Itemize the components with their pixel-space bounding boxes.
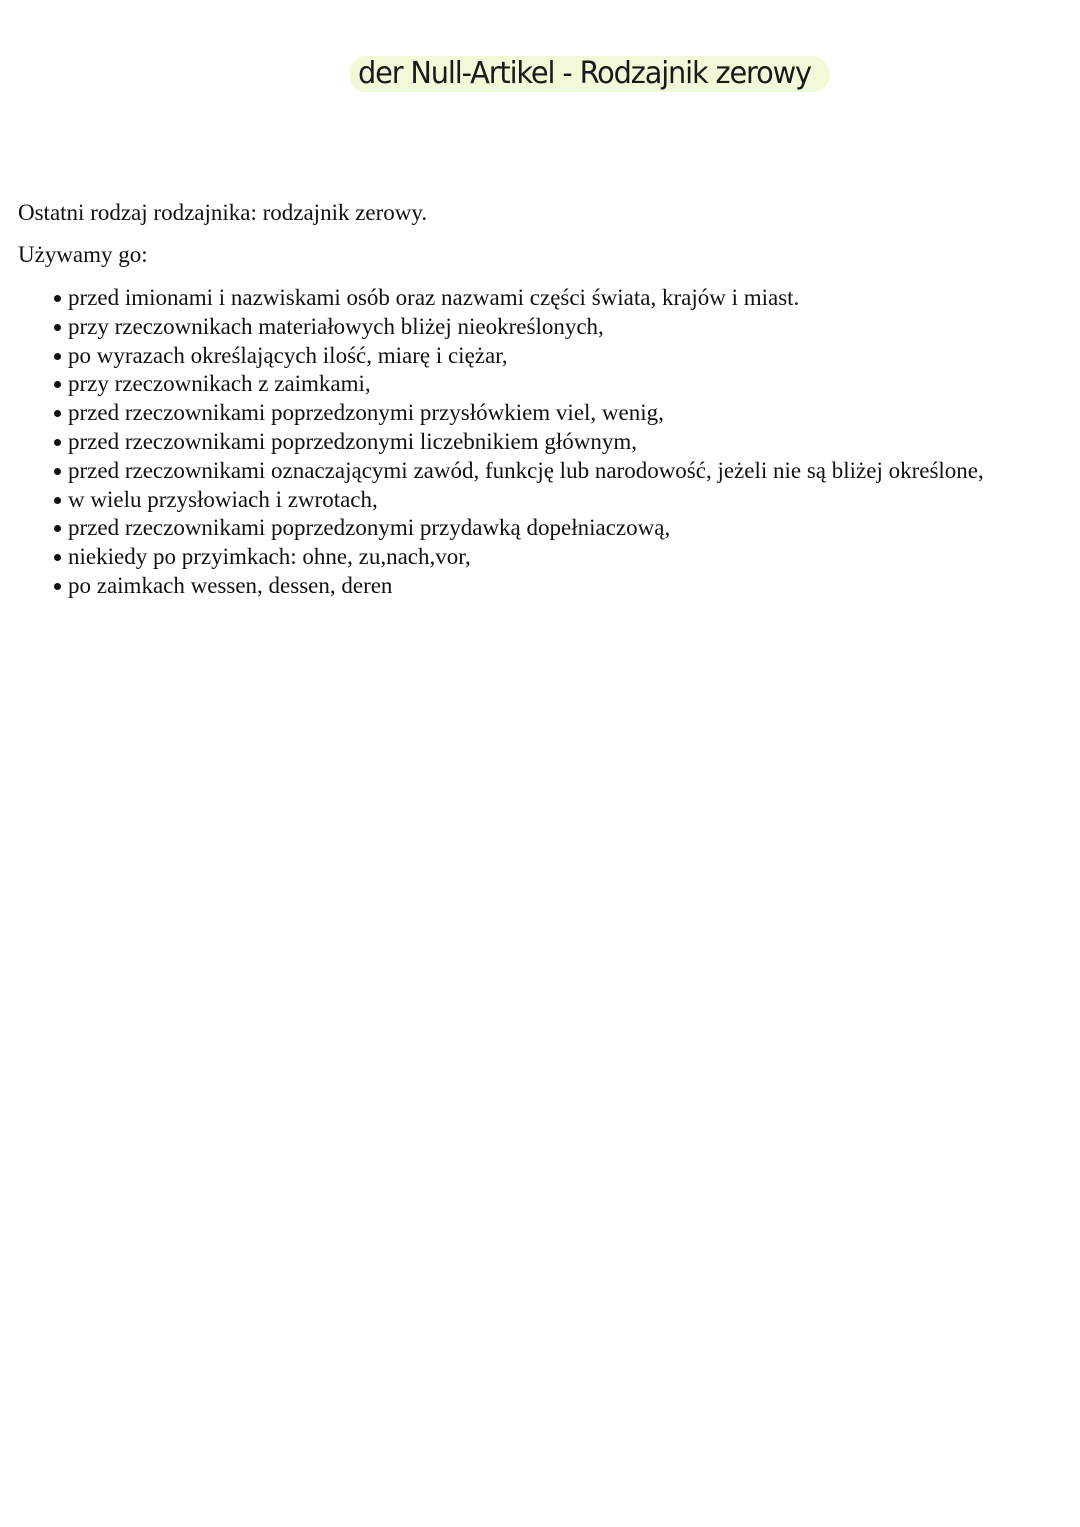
usage-list	[54, 284, 984, 601]
list-item	[54, 543, 984, 572]
list-item	[54, 313, 984, 342]
bullet-icon	[54, 583, 61, 590]
bullet-icon	[54, 295, 61, 302]
list-item-text: po zaimkach wessen, dessen, deren	[68, 572, 393, 598]
usage-heading: Używamy go:	[18, 242, 148, 267]
list-item-text: w wielu przysłowiach i zwrotach,	[68, 486, 378, 512]
bullet-icon	[54, 353, 61, 360]
title-block	[350, 52, 830, 94]
list-item-text: przed rzeczownikami poprzedzonymi przydawką dopełniaczową,	[68, 515, 671, 541]
bullet-icon	[54, 554, 61, 561]
list-item-text: niekiedy po przyimkach: ohne, zu,nach,vor,	[68, 544, 471, 570]
bullet-icon	[54, 410, 61, 417]
list-item-text: przed rzeczownikami poprzedzonymi przysłówkiem viel, wenig,	[68, 400, 664, 426]
list-item	[54, 486, 984, 515]
page-title: der Null-Artikel - Rodzajnik zerowy	[358, 56, 811, 91]
list-item-text: przed rzeczownikami poprzedzonymi liczebnikiem głównym,	[68, 428, 638, 454]
list-item-text: przy rzeczownikach materiałowych bliżej nieokreślonych,	[68, 313, 604, 339]
list-item	[54, 399, 984, 428]
bullet-icon	[54, 468, 61, 475]
bullet-icon	[54, 381, 61, 388]
list-item	[54, 572, 984, 601]
bullet-icon	[54, 525, 61, 532]
list-item	[54, 342, 984, 371]
bullet-icon	[54, 439, 61, 446]
bullet-icon	[54, 324, 61, 331]
bullet-icon	[54, 497, 61, 504]
list-item	[54, 284, 984, 313]
list-item-text: przy rzeczownikach z zaimkami,	[68, 371, 371, 397]
list-item-text: przed rzeczownikami oznaczającymi zawód, funkcję lub narodowość, jeżeli nie są bliżej określone,	[68, 457, 984, 483]
intro-text: Ostatni rodzaj rodzajnika: rodzajnik zerowy.	[18, 200, 428, 225]
list-item	[54, 457, 984, 486]
list-item	[54, 514, 984, 543]
list-item-text: po wyrazach określających ilość, miarę i ciężar,	[68, 342, 508, 368]
list-item	[54, 370, 984, 399]
list-item	[54, 428, 984, 457]
list-item-text: przed imionami i nazwiskami osób oraz nazwami części świata, krajów i miast.	[68, 285, 800, 310]
